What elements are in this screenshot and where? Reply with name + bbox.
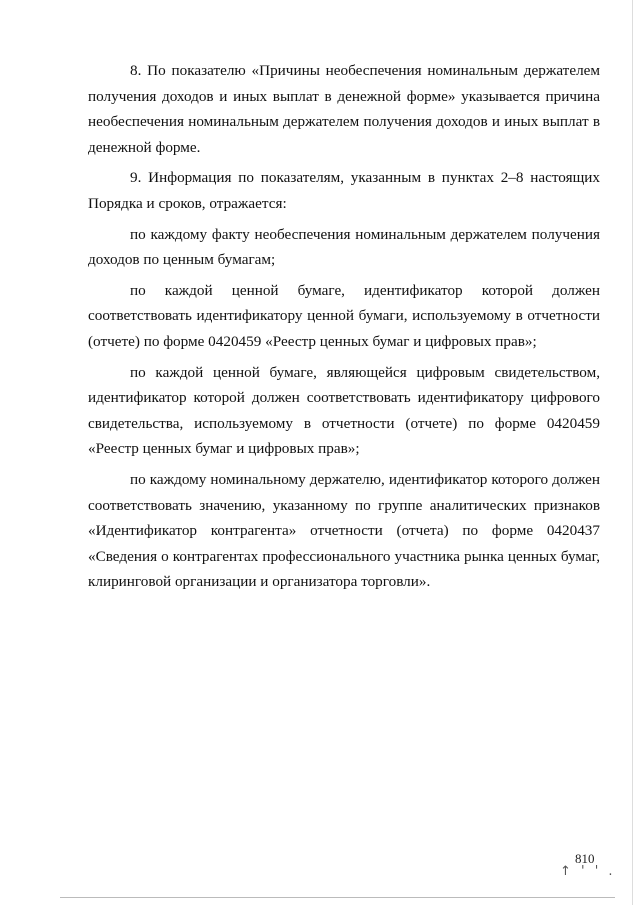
scan-marks: ↑ ' ' . [560,864,616,879]
page-number: 810 [575,851,595,866]
paragraph-item-9-intro: 9. Информация по показателям, указанным в пунктах 2–8 настоящих Порядка и сроков, отражается: [88,169,600,212]
paragraph-item-8-reasons: 8. По показателю «Причины необеспечения номинальным держателем получения доходов и иных выплат в денежной форме» указывается причина необеспечения номинальным держателем получения доходов и иных выплат в денежной форме. [88,62,600,156]
page-right-edge [632,0,633,905]
paragraph-per-fact: по каждому факту необеспечения номинальным держателем получения доходов по ценным бумагам; [88,225,600,269]
page-bottom-edge [60,897,615,898]
document-body [88,58,600,600]
paragraph-per-nominee-holder: по каждому номинальному держателю, идентификатор которого должен соответствовать значению, указанному по группе аналитических признаков «Идентификатор контрагента» отчетности (отчета) по форме 0420437 «Сведения о контрагентах профессионального участника рынка ценных бумаг, клиринговой организации и организатора торговли». [88,470,600,591]
paragraph-per-digital-certificate: по каждой ценной бумаге, являющейся цифровым свидетельством, идентификатор которой должен соответствовать идентификатору цифрового свидетельства, используемому в отчетности (отчете) по форме 0420459 «Реестр ценных бумаг и цифровых прав»; [88,363,600,458]
paragraph-per-security: по каждой ценной бумаге, идентификатор которой должен соответствовать идентификатору ценной бумаги, используемому в отчетности (отчете) по форме 0420459 «Реестр ценных бумаг и цифровых прав»; [88,281,600,350]
